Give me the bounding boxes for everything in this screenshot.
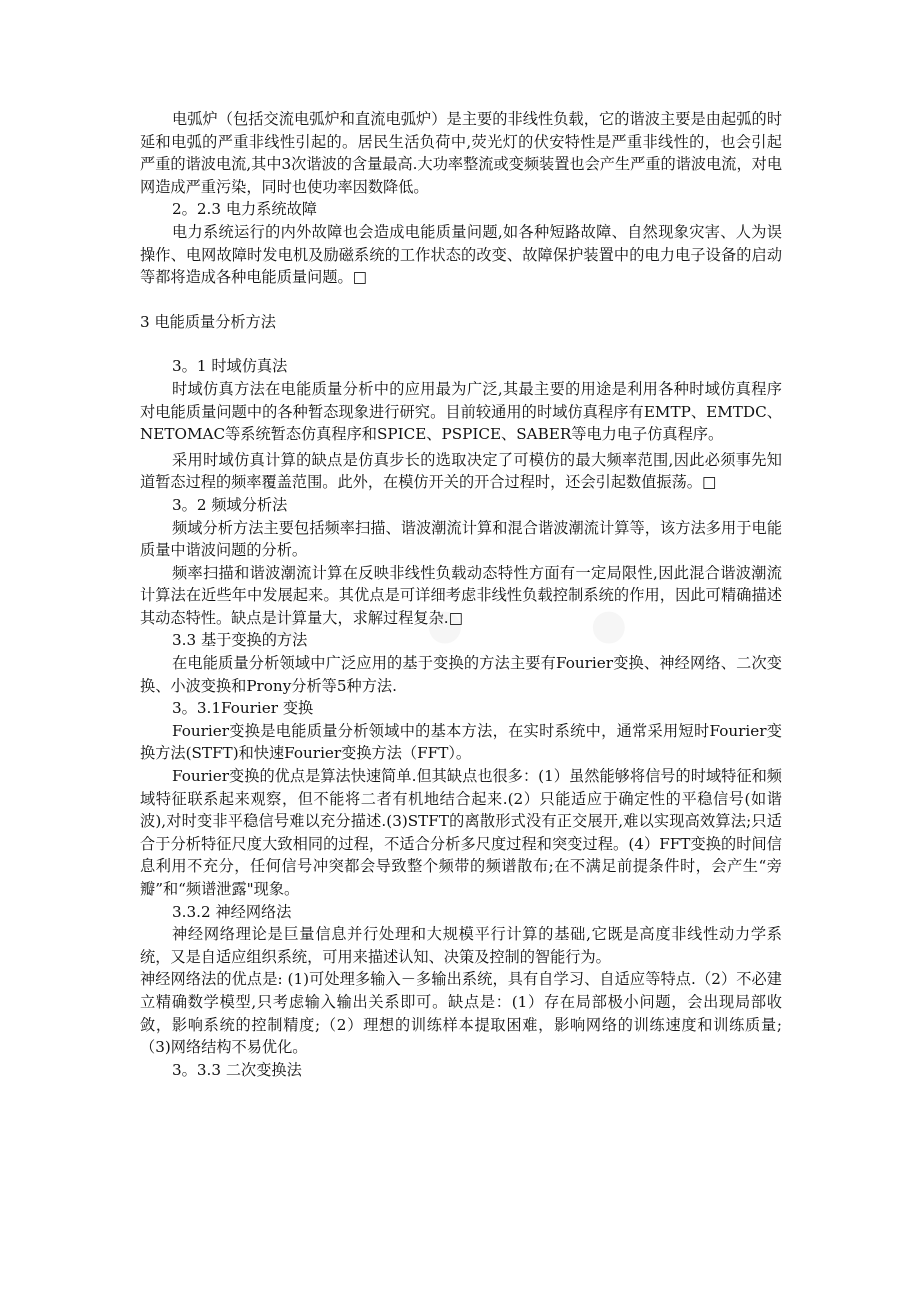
heading-3-2: 3。2 频域分析法 bbox=[172, 495, 288, 514]
paragraph-time-domain-drawback: 采用时域仿真计算的缺点是仿真步长的选取决定了可模仿的最大频率范围,因此必须事先知道暂态过程的频率覆盖范围。此外，在模仿开关的开合过程时，还会引起数值振荡。□ bbox=[140, 450, 782, 492]
heading-3-3: 3.3 基于变换的方法 bbox=[172, 631, 308, 650]
paragraph-transform-methods: 在电能质量分析领域中广泛应用的基于变换的方法主要有Fourier变换、神经网络、二次变换、小波变换和Prony分析等5种方法. bbox=[140, 654, 782, 695]
document-body bbox=[140, 108, 782, 1081]
paragraph-system-faults: 电力系统运行的内外故障也会造成电能质量问题,如各种短路故障、自然现象灾害、人为误操作、电网故障时发电机及励磁系统的工作状态的改变、故障保护装置中的电力电子设备的启动等都将造成各种电能质量问题。□ bbox=[140, 222, 782, 287]
paragraph-frequency-domain: 频域分析方法主要包括频率扫描、谐波潮流计算和混合谐波潮流计算等，该方法多用于电能质量中谐波问题的分析。 bbox=[140, 518, 782, 560]
heading-3-1: 3。1 时域仿真法 bbox=[172, 357, 288, 376]
paragraph-fourier-pros-cons: Fourier变换的优点是算法快速简单.但其缺点也很多：(1）虽然能够将信号的时域特征和频域特征联系起来观察，但不能将二者有机地结合起来.(2）只能适应于确定性的平稳信号(如谐波),对时变非平稳信号难以充分描述.(3)STFT的离散形式没有正交展开,难以实现高效算法;只适合于分析特征尺度大致相同的过程，不适合分析多尺度过程和突变过程。(4）FFT变换的时间信息利用不充分，任何信号冲突都会导致整个频带的频谱散布;在不满足前提条件时，会产生“旁瓣”和“频谱泄露"现象。 bbox=[140, 767, 782, 898]
heading-3-3-2: 3.3.2 神经网络法 bbox=[172, 902, 292, 921]
paragraph-fourier-intro: Fourier变换是电能质量分析领域中的基本方法，在实时系统中，通常采用短时Fourier变换方法(STFT)和快速Fourier变换方法（FFT）。 bbox=[140, 721, 782, 763]
paragraph-time-domain: 时域仿真方法在电能质量分析中的应用最为广泛,其最主要的用途是利用各种时域仿真程序对电能质量问题中的各种暂态现象进行研究。目前较通用的时域仿真程序有EMTP、EMTDC、NETOMAC等系统暂态仿真程序和SPICE、PSPICE、SABER等电力电子仿真程序。 bbox=[140, 379, 782, 444]
paragraph-neural-pros-cons: 神经网络法的优点是: (1)可处理多输入－多输出系统，具有自学习、自适应等特点.（2）不必建立精确数学模型,只考虑输入输出关系即可。缺点是：(1）存在局部极小问题，会出现局部收敛，影响系统的控制精度;（2）理想的训练样本提取困难，影响网络的训练速度和训练质量;（3)网络结构不易优化。 bbox=[140, 970, 782, 1057]
paragraph-neural-theory: 神经网络理论是巨量信息并行处理和大规模平行计算的基础,它既是高度非线性动力学系统，又是自适应组织系统，可用来描述认知、决策及控制的智能行为。 bbox=[140, 925, 782, 966]
heading-2-2-3: 2。2.3 电力系统故障 bbox=[172, 200, 317, 219]
section-title-3: 3 电能质量分析方法 bbox=[140, 312, 276, 331]
heading-3-3-1: 3。3.1Fourier 变换 bbox=[172, 699, 314, 718]
paragraph-arc-furnace: 电弧炉（包括交流电弧炉和直流电弧炉）是主要的非线性负载，它的谐波主要是由起弧的时延和电弧的严重非线性引起的。居民生活负荷中,荧光灯的伏安特性是严重非线性的，也会引起严重的谐波电流,其中3次谐波的含量最高.大功率整流或变频装置也会产生严重的谐波电流，对电网造成严重污染，同时也使功率因数降低。 bbox=[140, 110, 783, 196]
heading-3-3-3: 3。3.3 二次变换法 bbox=[172, 1060, 302, 1079]
paragraph-frequency-scan: 频率扫描和谐波潮流计算在反映非线性负载动态特性方面有一定局限性,因此混合谐波潮流计算法在近些年中发展起来。其优点是可详细考虑非线性负载控制系统的作用，因此可精确描述其动态特性。缺点是计算量大，求解过程复杂.□ bbox=[140, 563, 782, 627]
